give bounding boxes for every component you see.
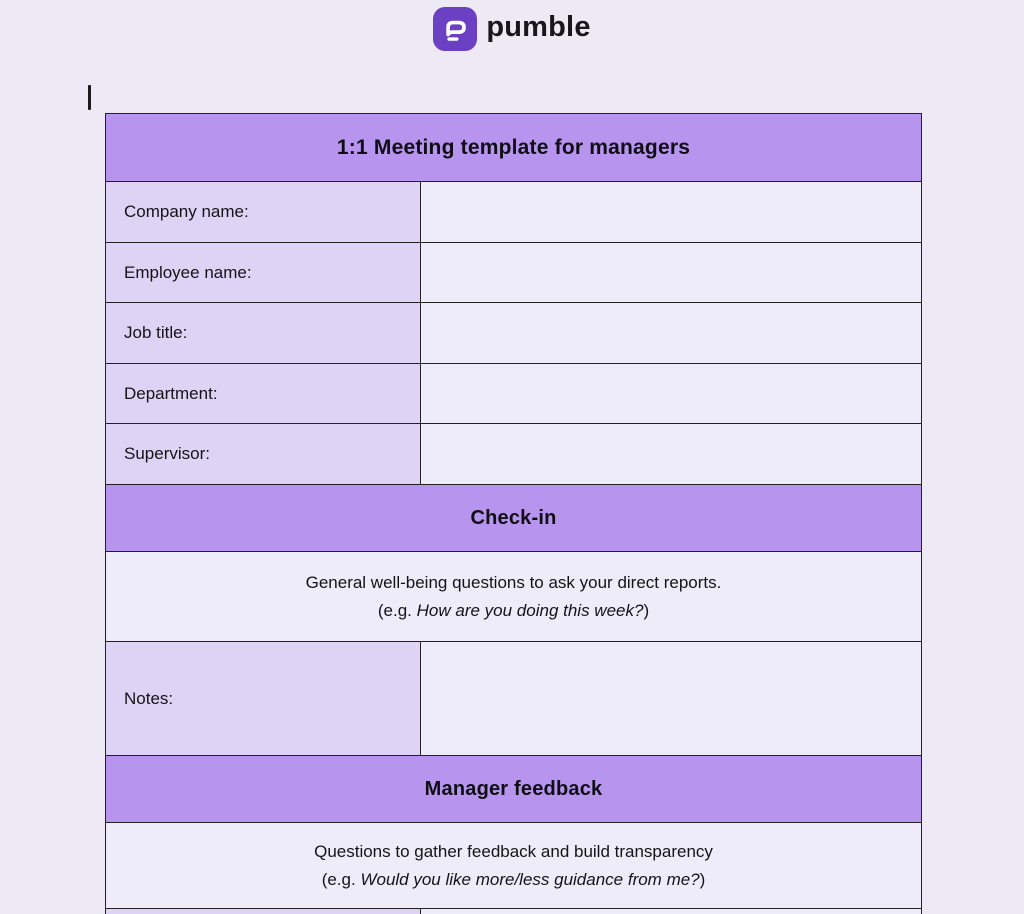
job-title-label-cell: Job title: [106, 303, 421, 363]
example-prefix: (e.g. [377, 600, 417, 620]
table-row [106, 182, 921, 243]
table-row [106, 243, 921, 303]
checkin-notes-row [106, 642, 921, 756]
cutoff-label-cell [106, 909, 421, 914]
notes-label-cell: Notes: [106, 642, 421, 755]
table-row [106, 364, 921, 424]
feedback-description-line1: Questions to gather feedback and build transparency [314, 841, 713, 861]
company-name-label-cell: Company name: [106, 182, 421, 242]
checkin-header-row [106, 485, 921, 552]
text-cursor-caret[interactable] [88, 85, 91, 110]
supervisor-value-cell[interactable] [421, 424, 921, 484]
checkin-description-line1: General well-being questions to ask your direct reports. [305, 572, 722, 592]
example-suffix: ) [699, 869, 706, 889]
department-label-cell: Department: [106, 364, 421, 423]
feedback-description-line2 [322, 866, 706, 894]
employee-name-value-cell[interactable] [421, 243, 921, 302]
example-question: Would you like more/less guidance from me? [360, 869, 700, 889]
employee-name-label-cell: Employee name: [106, 243, 421, 302]
table-title: 1:1 Meeting template for managers [336, 135, 691, 159]
meeting-template-table [105, 113, 922, 914]
job-title-value-cell[interactable] [421, 303, 921, 363]
department-value-cell[interactable] [421, 364, 921, 423]
feedback-header-row [106, 756, 921, 823]
company-name-value-cell[interactable] [421, 182, 921, 242]
table-row [106, 303, 921, 364]
pumble-logo-icon [433, 7, 477, 51]
brand-wordmark: pumble [486, 10, 591, 43]
checkin-description-line2 [378, 597, 649, 625]
example-suffix: ) [643, 600, 650, 620]
example-prefix: (e.g. [321, 869, 361, 889]
checkin-description-row [106, 552, 921, 642]
table-title-row [106, 114, 921, 182]
feedback-description-row [106, 823, 921, 909]
brand-header [0, 6, 1024, 52]
cutoff-value-cell [421, 909, 921, 914]
cutoff-next-row [106, 909, 921, 914]
example-question: How are you doing this week? [416, 600, 644, 620]
notes-value-cell[interactable] [421, 642, 921, 755]
feedback-header: Manager feedback [424, 777, 603, 800]
table-row [106, 424, 921, 485]
checkin-header: Check-in [470, 506, 557, 529]
supervisor-label-cell: Supervisor: [106, 424, 421, 484]
